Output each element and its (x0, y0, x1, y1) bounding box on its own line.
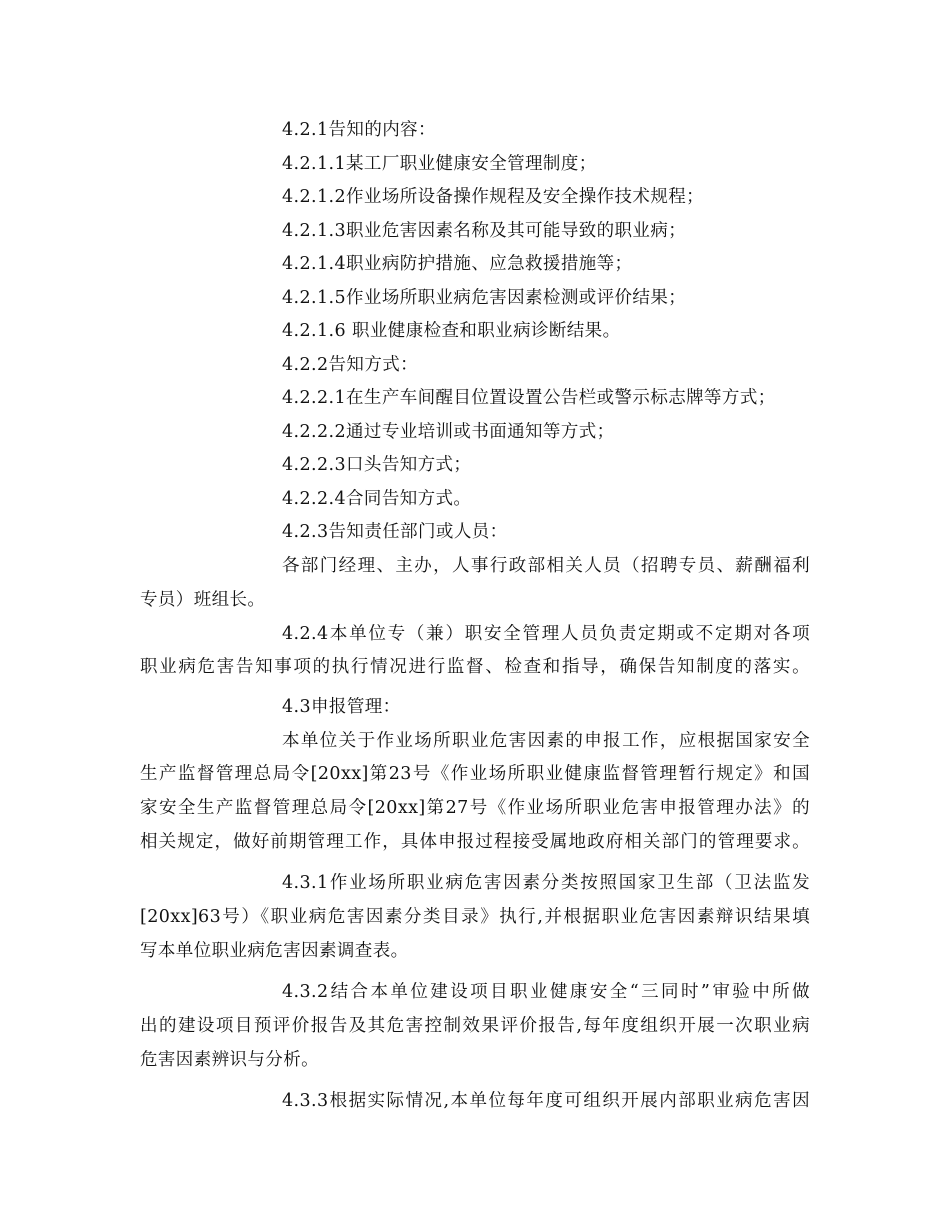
paragraph-line: 家安全生产监督管理总局令[20xx]第27号《作业场所职业危害申报管理办法》的 (140, 798, 810, 818)
text-line: 4.2.2.1在生产车间醒目位置设置公告栏或警示标志牌等方式； (282, 388, 776, 408)
paragraph-line: 相关规定，做好前期管理工作，具体申报过程接受属地政府相关部门的管理要求。 (140, 832, 810, 852)
paragraph-line: 危害因素辨识与分析。 (140, 1050, 319, 1070)
text-line: 4.2.2.4合同告知方式。 (282, 489, 472, 509)
text-line: 4.2.1.4职业病防护措施、应急救援措施等； (282, 254, 633, 274)
text-line: 4.2.2.3口头告知方式； (282, 455, 472, 475)
heading-4-2-3: 4.2.3告知责任部门或人员： (282, 522, 508, 542)
paragraph-line: 4.3.2结合本单位建设项目职业健康安全“三同时”审验中所做 (282, 982, 810, 1002)
text-line: 4.2.2.2通过专业培训或书面通知等方式； (282, 422, 615, 442)
paragraph-line: 4.3.3根据实际情况,本单位每年度可组织开展内部职业病危害因 (282, 1091, 810, 1111)
paragraph-line: 本单位关于作业场所职业危害因素的申报工作，应根据国家安全 (282, 731, 810, 751)
heading-4-2-2: 4.2.2告知方式： (282, 355, 419, 375)
paragraph-line: 4.2.4本单位专（兼）职安全管理人员负责定期或不定期对各项 (282, 624, 810, 644)
text-line: 4.2.1.1某工厂职业健康安全管理制度； (282, 154, 597, 174)
paragraph-line: 生产监督管理总局令[20xx]第23号《作业场所职业健康监督管理暂行规定》和国 (140, 764, 810, 784)
heading-4-2-1: 4.2.1告知的内容： (282, 120, 436, 140)
paragraph-line: 出的建设项目预评价报告及其危害控制效果评价报告,每年度组织开展一次职业病 (140, 1016, 810, 1036)
heading-4-3: 4.3申报管理： (282, 697, 401, 717)
text-line: 4.2.1.5作业场所职业病危害因素检测或评价结果； (282, 288, 687, 308)
paragraph-line: 职业病危害告知事项的执行情况进行监督、检查和指导，确保告知制度的落实。 (140, 657, 810, 677)
paragraph-line: 4.3.1作业场所职业病危害因素分类按照国家卫生部（卫法监发 (282, 873, 810, 893)
paragraph-line: 专员）班组长。 (140, 590, 266, 610)
paragraph-line: 各部门经理、主办，人事行政部相关人员（招聘专员、薪酬福利 (282, 556, 810, 576)
text-line: 4.2.1.6 职业健康检查和职业病诊断结果。 (282, 321, 621, 341)
text-line: 4.2.1.2作业场所设备操作规程及安全操作技术规程； (282, 187, 705, 207)
paragraph-line: [20xx]63号）《职业病危害因素分类目录》执行,并根据职业危害因素辩识结果填 (140, 907, 810, 927)
paragraph-line: 写本单位职业病危害因素调查表。 (140, 941, 409, 961)
text-line: 4.2.1.3职业危害因素名称及其可能导致的职业病； (282, 221, 687, 241)
